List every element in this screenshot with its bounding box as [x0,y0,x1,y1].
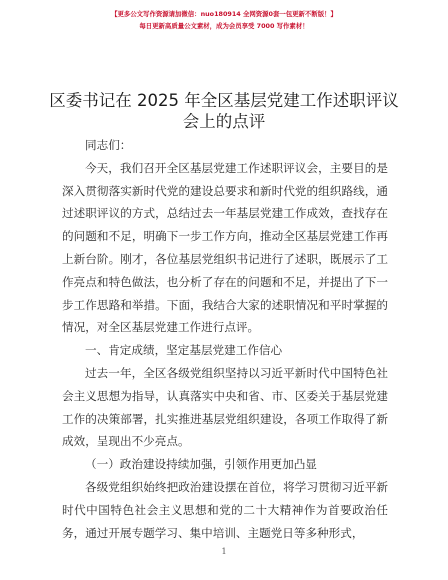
promo-banner-line-2: 每日更新高质量公文素材，成为会员享受 7000 写作素材！ [139,22,309,30]
section-heading-1: 一、肯定成绩，坚定基层党建工作信心 [85,343,283,358]
paragraph-political-building: 各级党组织始终把政治建设摆在首位，将学习贯彻习近平新时代中国特色社会主义思想和党的二十大精神作为首要政治任务，通过开展专题学习、集中培训、主题党日等多种形式， [62,479,388,540]
title-line-2: 会上的点评 [182,112,266,131]
subsection-heading-1: （一）政治建设持续加强，引领作用更加凸显 [85,457,317,472]
paragraph-achievements: 过去一年，全区各级党组织坚持以习近平新时代中国特色社会主义思想为指导，认真落实中央和省、市、区委关于基层党建工作的决策部署，扎实推进基层党组织建设，各项工作取得了新成效，呈现出不少亮点。 [62,365,388,449]
promo-banner [0,8,448,32]
document-body [62,130,388,544]
greeting: 同志们： [85,138,132,152]
document-title [40,90,408,132]
paragraph-intro: 今天，我们召开全区基层党建工作述职评议会，主要目的是深入贯彻落实新时代党的建设总要求和新时代党的组织路线，通过述职评议的方式，总结过去一年基层党建工作成效，查找存在的问题和不足，明确下一步工作方向，推动全区基层党建工作再上新台阶。刚才，各位基层党组织书记进行了述职，既展示了工作亮点和特色做法，也分析了存在的问题和不足，并提出了下一步工作思路和举措。下面，我结合大家的述职情况和平时掌握的情况，对全区基层党建工作进行点评。 [62,160,388,335]
page-number: 1 [221,547,227,556]
promo-banner-line-1: 【更多公文写作资源请加微信：nuo180914 全网资源0套一包更新不断版！】 [111,10,337,18]
title-line-1: 区委书记在 2025 年全区基层党建工作述职评议 [49,91,399,110]
